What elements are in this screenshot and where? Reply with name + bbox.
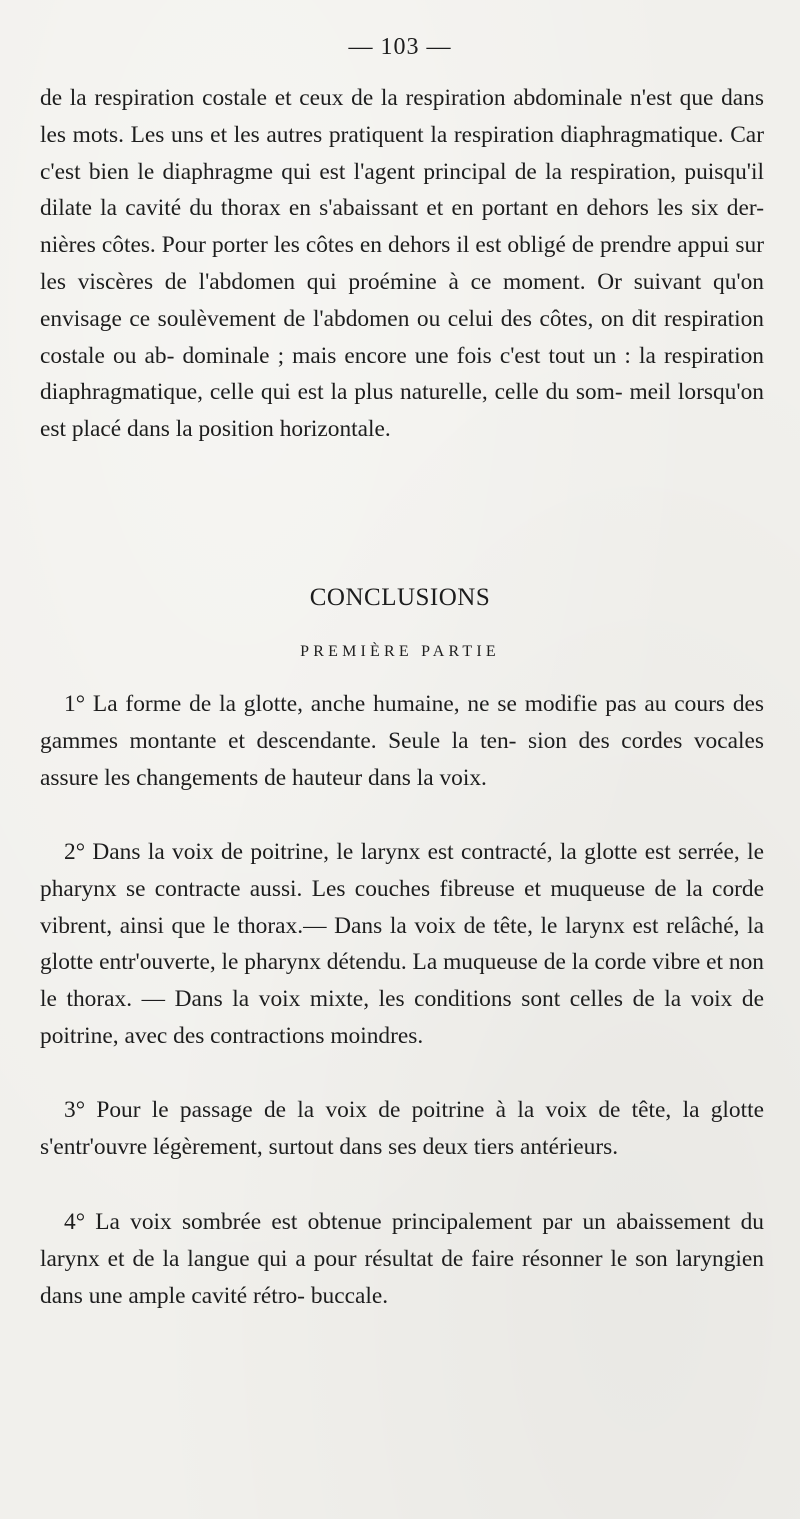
text-line: la glotte s'entr'ouvre légèrement, surtout dans ses deux tiers — [40, 1097, 764, 1160]
text-line: 3° Pour le passage de la voix de poitrine à la voix de tête, — [64, 1097, 672, 1123]
conclusion-4 — [40, 1204, 764, 1314]
text-line: thorax. — Dans la voix mixte, les conditions sont celles de la — [66, 986, 682, 1013]
text-line: buccale. — [310, 1282, 389, 1309]
text-line: diaphragmatique, celle qui est la plus naturelle, celle du som- — [40, 379, 623, 406]
intro-paragraph — [40, 80, 764, 448]
text-line: faire résonner le son laryngien dans une ample cavité rétro- — [40, 1245, 764, 1309]
conclusion-2-text — [40, 834, 764, 1055]
text-line: respiration diaphragmatique. Car c'est bien le diaphragme qui — [40, 121, 764, 185]
part-heading: PREMIÈRE PARTIE — [300, 643, 500, 660]
text-line: est l'agent principal de la respiration, puisqu'il dilate la cavité — [40, 158, 764, 222]
text-line: n'est que dans les mots. Les uns et les autres pratiquent la — [40, 85, 764, 148]
text-line: dans la voix. — [368, 764, 487, 791]
text-line: antérieurs. — [520, 1133, 619, 1160]
conclusions-heading: CONCLUSIONS — [309, 584, 491, 611]
text-line: nières côtes. Pour porter les côtes en dehors il est obligé de — [40, 232, 594, 259]
text-line: dominale ; mais encore une fois c'est tout un : la respiration — [182, 342, 764, 369]
text-line: au cours des gammes montante et descendante. Seule la ten- — [40, 691, 764, 754]
conclusion-3 — [40, 1092, 764, 1166]
conclusion-1-text — [40, 686, 764, 796]
text-line: est serrée, le pharynx se contracte aussi. Les couches fibreuse — [40, 839, 764, 902]
text-line: sion des cordes vocales assure les changements de hauteur — [40, 727, 764, 791]
text-line: 4° La voix sombrée est obtenue principalement par un — [64, 1209, 606, 1235]
conclusion-3-text — [40, 1092, 764, 1166]
text-line: pharynx détendu. La muqueuse de la corde vibre et non le — [40, 949, 764, 1013]
text-line: 2° Dans la voix de poitrine, le larynx est contracté, la glotte — [64, 839, 638, 865]
conclusion-4-text — [40, 1204, 764, 1314]
text-line: abaissement du larynx et de la langue qui a pour résultat de — [40, 1209, 764, 1272]
text-line: du thorax en s'abaissant et en portant en dehors les six der- — [189, 195, 764, 222]
text-line: prendre appui sur les viscères de l'abdomen qui proémine à — [40, 232, 764, 295]
text-line: 1° La forme de la glotte, anche humaine, ne se modifie pas — [64, 691, 637, 717]
intro-text — [40, 80, 764, 448]
text-line: de la respiration costale et ceux de la respiration abdominale — [40, 85, 623, 111]
text-line: et muqueuse de la corde vibrent, ainsi que le thorax.— Dans — [40, 875, 765, 939]
text-line: ce moment. Or suivant qu'on envisage ce soulèvement de — [40, 268, 764, 332]
text-line: meil lorsqu'on est placé dans la position horizontale. — [40, 379, 764, 443]
text-line: la voix de tête, le larynx est relâché, la glotte entr'ouverte, le — [40, 912, 764, 976]
page-number: — 103 — — [348, 34, 452, 60]
text-line: voix de poitrine, avec des contractions moindres. — [40, 986, 765, 1049]
conclusion-2 — [40, 834, 764, 1055]
text-line: l'abdomen ou celui des côtes, on dit respiration costale ou ab- — [40, 305, 764, 369]
conclusion-1 — [40, 686, 764, 796]
